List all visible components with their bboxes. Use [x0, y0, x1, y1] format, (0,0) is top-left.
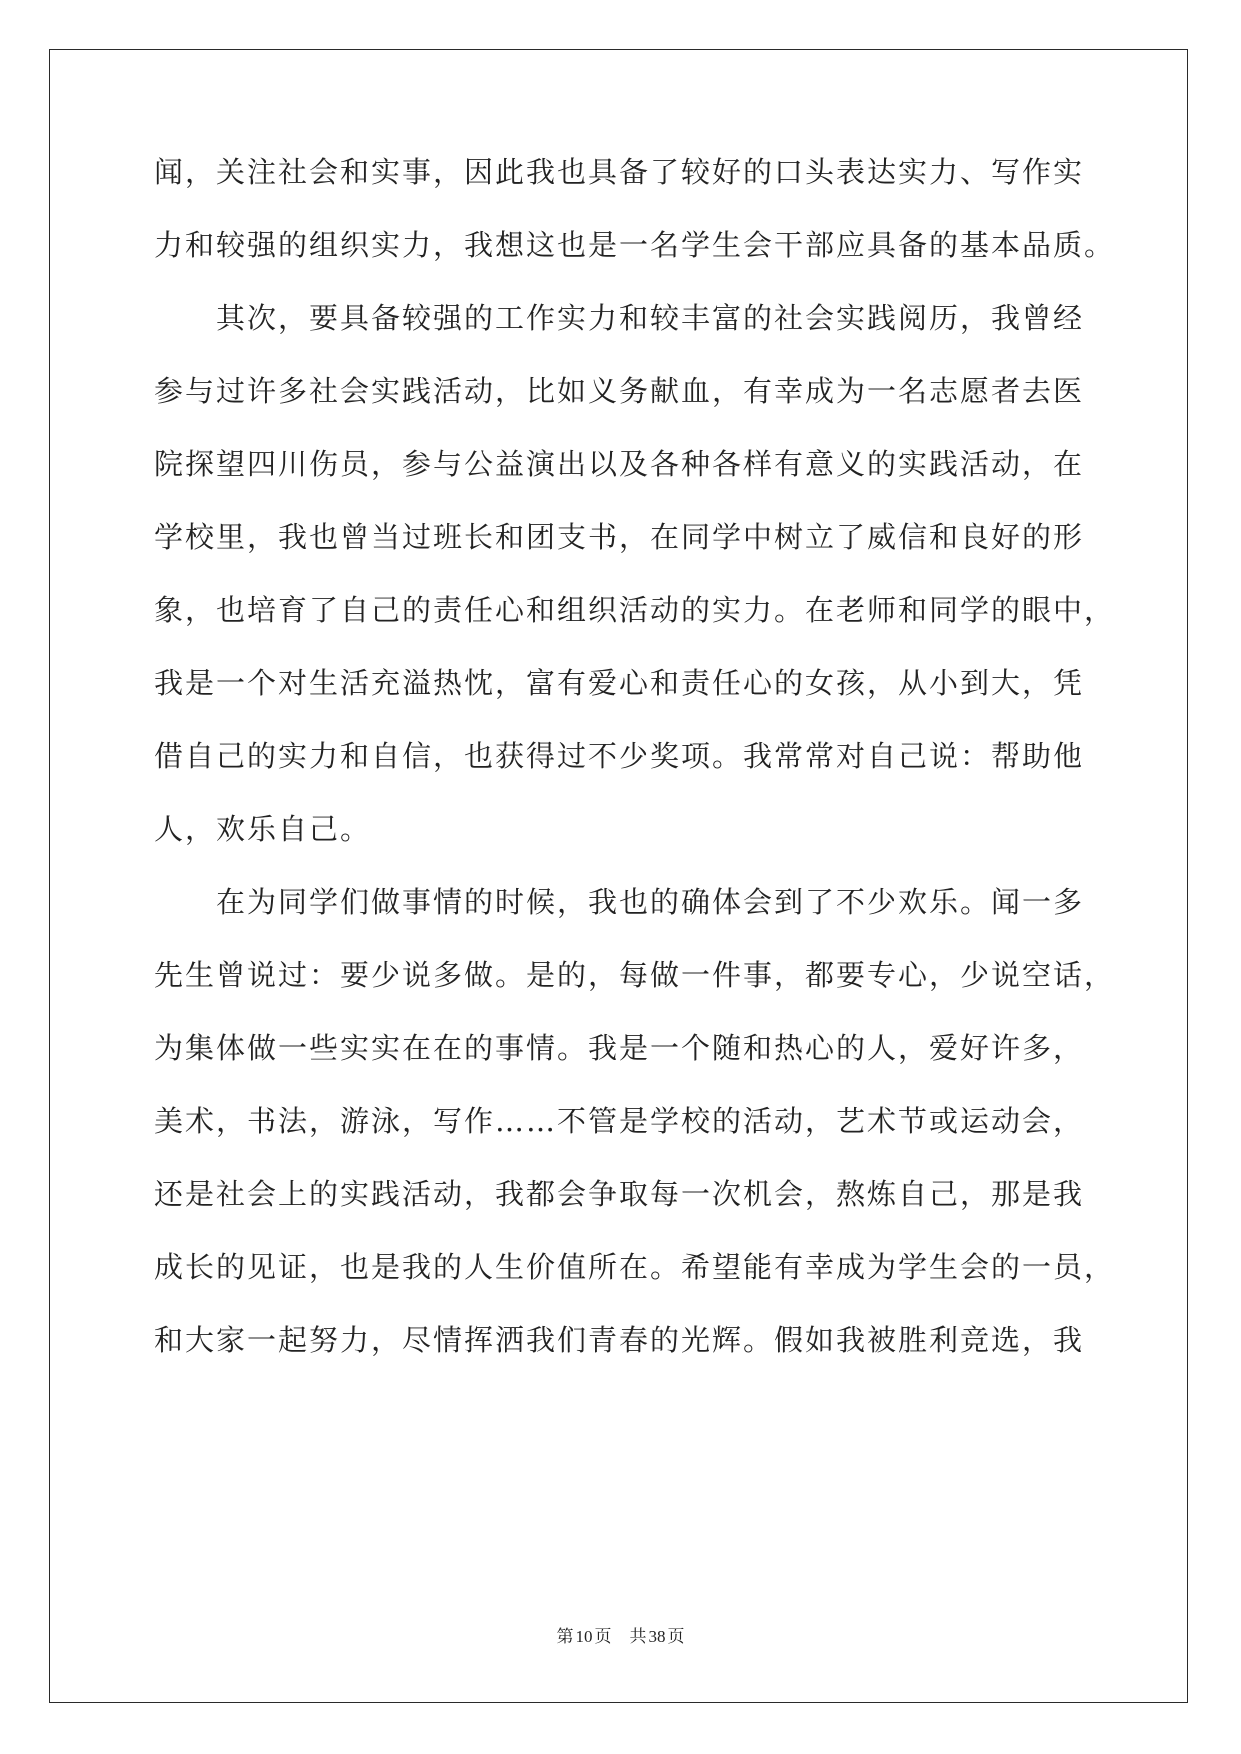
text-line: 成长的见证，也是我的人生价值所在。希望能有幸成为学生会的一员， [154, 1250, 1116, 1284]
text-line: 学校里，我也曾当过班长和团支书，在同学中树立了威信和良好的形 [154, 520, 1085, 554]
page-suffix: 页 [594, 1627, 612, 1646]
text-line: 我是一个对生活充溢热忱，富有爱心和责任心的女孩，从小到大，凭 [154, 666, 1085, 700]
text-line: 闻，关注社会和实事，因此我也具备了较好的口头表达实力、写作实 [154, 155, 1085, 189]
page-prefix: 第 [556, 1627, 574, 1646]
total-suffix: 页 [667, 1627, 685, 1646]
text-line: 参与过许多社会实践活动，比如义务献血，有幸成为一名志愿者去医 [154, 374, 1085, 408]
page-number: 10 [575, 1627, 593, 1646]
text-line: 先生曾说过：要少说多做。是的，每做一件事，都要专心，少说空话， [154, 958, 1116, 992]
text-line: 人，欢乐自己。 [154, 812, 372, 846]
text-line: 象，也培育了自己的责任心和组织活动的实力。在老师和同学的眼中， [154, 593, 1116, 627]
page-footer [0, 1625, 1241, 1649]
text-line: 和大家一起努力，尽情挥洒我们青春的光辉。假如我被胜利竞选，我 [154, 1323, 1085, 1357]
total-pages: 38 [648, 1627, 666, 1646]
text-line: 美术，书法，游泳，写作……不管是学校的活动，艺术节或运动会， [154, 1104, 1085, 1138]
text-line: 其次，要具备较强的工作实力和较丰富的社会实践阅历，我曾经 [154, 301, 1085, 335]
text-line: 借自己的实力和自信，也获得过不少奖项。我常常对自己说：帮助他 [154, 739, 1085, 773]
text-line: 院探望四川伤员，参与公益演出以及各种各样有意义的实践活动，在 [154, 447, 1085, 481]
text-line: 还是社会上的实践活动，我都会争取每一次机会，熬炼自己，那是我 [154, 1177, 1085, 1211]
total-prefix: 共 [629, 1627, 647, 1646]
text-line: 在为同学们做事情的时候，我也的确体会到了不少欢乐。闻一多 [154, 885, 1085, 919]
text-line: 为集体做一些实实在在的事情。我是一个随和热心的人，爱好许多， [154, 1031, 1085, 1065]
text-line: 力和较强的组织实力，我想这也是一名学生会干部应具备的基本品质。 [154, 228, 1116, 262]
